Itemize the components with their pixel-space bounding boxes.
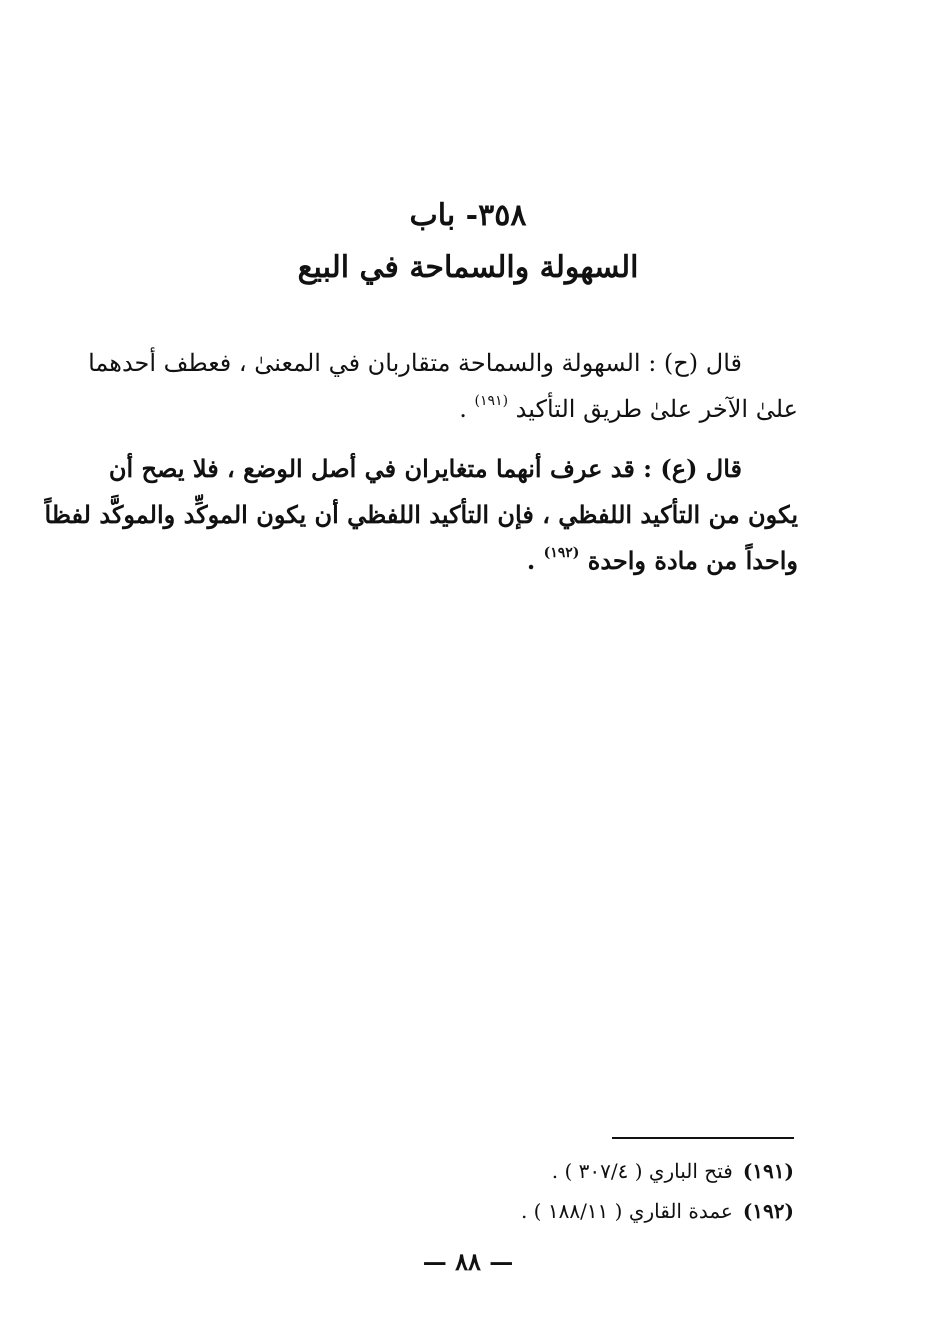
footnote-text: فتح الباري ( ٣٠٧/٤ ) .: [551, 1159, 733, 1183]
footnote-number: (١٩١): [742, 1159, 794, 1183]
footnote-number: (١٩٢): [742, 1199, 794, 1223]
paragraph-2-line-1: قال (ع) : قد عرف أنهما متغايران في أصل الوضع ، فلا يصح أن: [108, 454, 742, 483]
chapter-number: ٣٥٨- باب: [409, 198, 527, 233]
footnote-ref-192[interactable]: (١٩٢): [543, 545, 580, 561]
footnote-text: عمدة القاري ( ١٨٨/١١ ) .: [520, 1199, 733, 1223]
page-number: — ٨٨ —: [422, 1247, 514, 1276]
paragraph-1-line-1: قال (ح) : السهولة والسماحة متقاربان في المعنىٰ ، فعطف أحدهما: [88, 349, 742, 377]
footnote-191: [300, 1156, 794, 1186]
paragraph-1: [82, 340, 798, 432]
footnote-192: [300, 1196, 794, 1226]
paragraph-1-line-2: علىٰ الآخر علىٰ طريق التأكيد $^{(١٩١)}$ .: [459, 393, 798, 423]
chapter-title: السهولة والسماحة في البيع: [297, 250, 639, 285]
footnote-ref-191[interactable]: (١٩١): [474, 393, 509, 409]
paragraph-2: [44, 446, 798, 584]
paragraph-2-line-2: يكون من التأكيد اللفظي ، فإن التأكيد اللفظي أن يكون الموكِّد والموكَّد لفظاً: [44, 500, 798, 529]
footnote-separator: [612, 1137, 794, 1139]
paragraph-2-line-3: واحداً من مادة واحدة $^{(١٩٢)}$ .: [526, 545, 798, 575]
